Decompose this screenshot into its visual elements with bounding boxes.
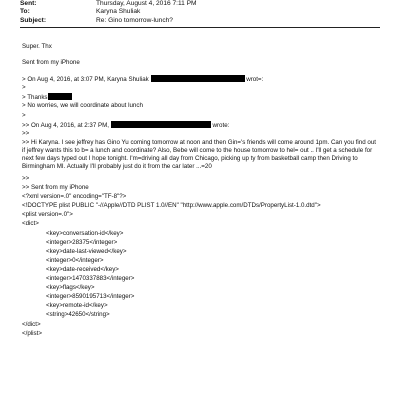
redaction-bar <box>151 75 245 82</box>
quote-line-1 <box>22 75 263 84</box>
header-divider <box>20 27 380 28</box>
xml-entry: <integer>1470337883</integer> <box>46 275 135 282</box>
xml-entry: <integer>28375</integer> <box>46 239 118 246</box>
xml-entry: <key>remote-id</key> <box>46 302 108 309</box>
quote-header-text: > On Aug 4, 2016, at 3:07 PM, Karyna Shuliak <box>22 76 149 83</box>
redaction-bar <box>111 121 211 128</box>
quote-line-6 <box>22 121 229 130</box>
quote-line-4: > No worries, we will coordinate about lunch <box>22 102 143 109</box>
quote-header-wrote: wrot=: <box>246 76 264 83</box>
xml-plist-close: </plist> <box>22 330 42 337</box>
xml-entry: <key>flags</key> <box>46 284 95 291</box>
quote-line-2: > <box>22 84 26 91</box>
quote-line-5: > <box>22 112 26 119</box>
xml-declaration: <?xml version=.0" encoding="TF-8"?> <box>22 193 127 200</box>
xml-dict-open: <dict> <box>22 220 39 227</box>
subject-value: Re: Gino tomorrow-lunch? <box>96 17 173 24</box>
quote-line-10: >> Sent from my iPhone <box>22 184 89 191</box>
xml-entry: <key>conversation-id</key> <box>46 230 124 237</box>
redaction-bar <box>48 93 72 100</box>
quote-line-3 <box>22 93 72 102</box>
signature: Sent from my iPhone <box>22 59 80 66</box>
xml-entry: <key>date-last-viewed</key> <box>46 248 127 255</box>
reply-text: Super. Thx <box>22 43 52 50</box>
xml-dict-close: </dict> <box>22 321 41 328</box>
nested-quote-wrote: wrote: <box>212 122 230 129</box>
sent-value: Thursday, August 4, 2016 7:11 PM <box>96 0 197 7</box>
sent-label: Sent: <box>20 0 37 7</box>
quote-thanks: > Thanks <box>22 94 48 101</box>
xml-doctype: <!DOCTYPE plist PUBLIC "-//Apple//DTD PLIST 1.0//EN" "http://www.apple.com/DTDs/PropertyList-1.0.dtd"> <box>22 202 321 209</box>
quote-line-7: >> <box>22 130 30 137</box>
xml-entry: <string>42650</string> <box>46 311 110 318</box>
xml-plist-open: <plist version=.0"> <box>22 211 73 218</box>
quote-message: >> Hi Karyna. I see jeffrey has Gino Yu coming tomorrow at noon and then Gin='s friends will come around 1pm. Can you find out if jeffrey wants this to b= a lunch and coordinate? Also, Bebe will come to the house tomorrow to hel= out .. I'll get a schedule for next few days typed out I hope tonight. I'm=driving all day from Chicago, picking up ty from basketball camp then Driving to Birmingham MI. Actually I'll probably just do it from the car later ...=20 <box>22 139 377 170</box>
to-value: Karyna Shuliak <box>96 8 141 15</box>
xml-entry: <key>date-received</key> <box>46 266 119 273</box>
to-label: To: <box>20 8 30 15</box>
xml-entry: <integer>8590195713</integer> <box>46 293 135 300</box>
xml-entry: <integer>0</integer> <box>46 257 104 264</box>
subject-label: Subject: <box>20 17 47 24</box>
quote-line-9: >> <box>22 175 30 182</box>
nested-quote-header: >> On Aug 4, 2016, at 2:37 PM, <box>22 122 110 129</box>
